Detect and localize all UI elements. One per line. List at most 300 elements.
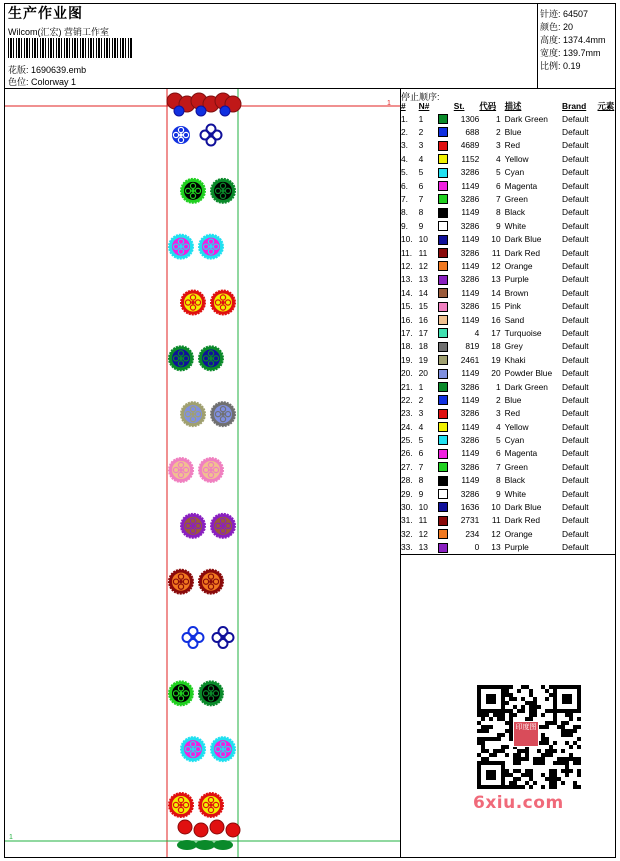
- row-stitches: 2461: [460, 354, 480, 365]
- qr-module: [525, 781, 529, 785]
- table-row: [401, 152, 615, 165]
- qr-module: [533, 705, 537, 709]
- row-description: Dark Red: [504, 247, 540, 258]
- qr-module: [485, 749, 489, 753]
- qr-module: [505, 701, 509, 705]
- color-swatch: [438, 302, 448, 312]
- qr-module: [509, 709, 513, 713]
- row-element: [598, 407, 616, 420]
- row-code: 3: [495, 408, 501, 419]
- row-description: Black: [504, 475, 526, 486]
- row-brand: Default: [562, 287, 589, 298]
- header-index: #: [401, 101, 406, 111]
- row-description: Pink: [504, 301, 521, 312]
- row-element: [598, 219, 616, 232]
- row-code: 10: [491, 502, 501, 513]
- row-index: 12.: [401, 260, 413, 271]
- color-swatch: [438, 261, 448, 271]
- row-stitches: 3286: [460, 220, 480, 231]
- row-swatch: [438, 487, 454, 500]
- row-swatch: [438, 460, 454, 473]
- qr-module: [501, 713, 505, 717]
- qr-module: [553, 713, 557, 717]
- row-code: 10: [491, 234, 501, 245]
- row-needle: 9: [418, 488, 424, 499]
- qr-module: [553, 717, 557, 721]
- stat-label: 高度:: [540, 35, 561, 45]
- row-needle: 5: [418, 167, 424, 178]
- row-index: 22.: [401, 394, 413, 405]
- qr-module: [513, 753, 517, 757]
- row-stitches: 3286: [460, 194, 480, 205]
- row-swatch: [438, 206, 454, 219]
- row-description: Dark Blue: [504, 234, 542, 245]
- qr-module: [529, 709, 533, 713]
- motif-center: [209, 133, 214, 138]
- row-brand: Default: [562, 113, 589, 124]
- header-brand: Brand: [562, 101, 587, 111]
- row-brand: Default: [562, 502, 589, 513]
- qr-module: [501, 749, 505, 753]
- row-swatch: [438, 233, 454, 246]
- embroidery-preview: [5, 89, 400, 857]
- qr-module: [529, 705, 533, 709]
- row-element: [598, 500, 616, 513]
- stat-label: 宽度:: [540, 48, 561, 58]
- row-stitches: 1636: [460, 502, 480, 513]
- row-needle: 11: [418, 515, 428, 526]
- row-element: [598, 313, 616, 326]
- qr-module: [533, 709, 537, 713]
- stat-label: 比例:: [540, 61, 561, 71]
- row-description: Powder Blue: [504, 368, 553, 379]
- qr-module: [561, 749, 565, 753]
- row-description: Red: [504, 140, 520, 151]
- color-swatch: [438, 395, 448, 405]
- row-description: White: [504, 488, 527, 499]
- row-swatch: [438, 541, 454, 554]
- row-stitches: 1152: [461, 153, 480, 164]
- row-code: 13: [491, 542, 501, 553]
- top-border-flower: [174, 106, 184, 116]
- watermark-stamp: 印度图: [513, 721, 539, 747]
- row-code: 5: [495, 167, 501, 178]
- motif-center: [179, 580, 183, 584]
- row-index: 23.: [401, 408, 413, 419]
- qr-module: [525, 701, 529, 705]
- row-swatch: [438, 286, 454, 299]
- color-swatch: [438, 516, 448, 526]
- row-code: 7: [495, 461, 501, 472]
- color-swatch: [438, 235, 448, 245]
- row-description: Khaki: [504, 354, 526, 365]
- qr-module: [529, 769, 533, 773]
- qr-module: [549, 773, 553, 777]
- qr-module: [521, 709, 525, 713]
- qr-module: [517, 757, 521, 761]
- qr-module: [573, 785, 577, 789]
- motif-center: [209, 468, 213, 472]
- qr-module: [525, 685, 529, 689]
- motif-center: [179, 803, 183, 807]
- row-element: [598, 541, 616, 554]
- row-needle: 14: [418, 287, 428, 298]
- row-stitches: 1149: [461, 314, 480, 325]
- color-swatch: [438, 502, 448, 512]
- qr-module: [565, 761, 569, 765]
- motif-center: [209, 692, 213, 696]
- row-brand: Default: [562, 515, 589, 526]
- row-description: Green: [504, 194, 528, 205]
- row-brand: Default: [562, 394, 589, 405]
- row-stitches: 1149: [461, 234, 480, 245]
- qr-module: [525, 757, 529, 761]
- row-index: 26.: [401, 448, 413, 459]
- colorway-line: [8, 75, 76, 88]
- header-needle: N#: [418, 101, 430, 111]
- header-description: 描述: [504, 101, 522, 111]
- qr-module: [565, 741, 569, 745]
- qr-module: [541, 761, 545, 765]
- row-index: 1.: [401, 113, 408, 124]
- qr-module: [517, 761, 521, 765]
- color-swatch: [438, 355, 448, 365]
- motif-center: [209, 357, 213, 361]
- qr-module: [553, 741, 557, 745]
- qr-finder-center: [562, 694, 572, 704]
- color-swatch: [438, 409, 448, 419]
- qr-module: [533, 697, 537, 701]
- row-needle: 8: [418, 475, 424, 486]
- color-swatch: [438, 328, 448, 338]
- top-border-flower: [196, 106, 206, 116]
- qr-module: [549, 781, 553, 785]
- design-canvas: [5, 89, 401, 857]
- row-brand: Default: [562, 167, 589, 178]
- row-index: 10.: [401, 234, 413, 245]
- table-row: [401, 125, 615, 138]
- row-needle: 1: [418, 381, 424, 392]
- row-needle: 11: [418, 247, 428, 258]
- motif-center: [179, 245, 183, 249]
- barcode: [8, 38, 132, 58]
- qr-module: [577, 785, 581, 789]
- row-swatch: [438, 527, 454, 540]
- color-swatch: [438, 435, 448, 445]
- row-description: Dark Blue: [504, 502, 542, 513]
- row-stitches: 234: [465, 528, 480, 539]
- qr-module: [481, 729, 485, 733]
- qr-module: [545, 741, 549, 745]
- row-stitches: 3286: [460, 167, 480, 178]
- row-code: 5: [495, 435, 501, 446]
- row-swatch: [438, 420, 454, 433]
- row-swatch: [438, 447, 454, 460]
- qr-module: [569, 733, 573, 737]
- qr-module: [489, 725, 493, 729]
- row-needle: 12: [418, 528, 428, 539]
- row-description: Dark Red: [504, 515, 540, 526]
- qr-module: [521, 757, 525, 761]
- qr-module: [481, 741, 485, 745]
- qr-module: [485, 757, 489, 761]
- qr-module: [513, 777, 517, 781]
- row-swatch: [438, 299, 454, 312]
- row-index: 15.: [401, 301, 413, 312]
- row-swatch: [438, 112, 454, 125]
- row-index: 3.: [401, 140, 408, 151]
- design-file: 1690639.emb: [31, 65, 87, 75]
- row-code: 11: [491, 515, 501, 526]
- qr-module: [565, 713, 569, 717]
- color-swatch: [438, 288, 448, 298]
- row-code: 20: [491, 368, 501, 379]
- row-needle: 6: [418, 180, 424, 191]
- qr-module: [513, 761, 517, 765]
- row-description: Dark Green: [504, 381, 548, 392]
- row-index: 31.: [401, 515, 413, 526]
- row-brand: Default: [562, 234, 589, 245]
- table-row: [401, 246, 615, 259]
- row-element: [598, 206, 616, 219]
- qr-module: [509, 785, 513, 789]
- color-swatch: [438, 141, 448, 151]
- row-needle: 4: [418, 421, 424, 432]
- qr-module: [529, 785, 533, 789]
- row-index: 18.: [401, 341, 413, 352]
- top-border-flower: [220, 106, 230, 116]
- stat-value: 64507: [563, 9, 589, 19]
- qr-module: [497, 713, 501, 717]
- row-index: 32.: [401, 528, 413, 539]
- row-swatch: [438, 179, 454, 192]
- row-stitches: 1149: [461, 368, 480, 379]
- motif-center: [191, 524, 195, 528]
- qr-module: [541, 753, 545, 757]
- row-code: 2: [495, 394, 501, 405]
- qr-module: [501, 733, 505, 737]
- stat-scale: [540, 59, 581, 72]
- sheet-title: 生产作业图: [8, 5, 83, 21]
- qr-module: [517, 753, 521, 757]
- qr-module: [537, 761, 541, 765]
- motif-center: [209, 245, 213, 249]
- qr-module: [509, 685, 513, 689]
- table-row: [401, 206, 615, 219]
- row-brand: Default: [562, 435, 589, 446]
- motif-center: [191, 412, 195, 416]
- row-description: Sand: [504, 314, 525, 325]
- qr-module: [549, 785, 553, 789]
- row-element: [598, 326, 616, 339]
- table-row: [401, 393, 615, 406]
- qr-module: [565, 721, 569, 725]
- row-brand: Default: [562, 220, 589, 231]
- row-code: 12: [491, 528, 501, 539]
- row-swatch: [438, 340, 454, 353]
- qr-module: [573, 729, 577, 733]
- row-description: White: [504, 220, 527, 231]
- qr-module: [573, 781, 577, 785]
- row-index: 13.: [401, 274, 413, 285]
- color-swatch: [438, 315, 448, 325]
- qr-finder-center: [486, 770, 496, 780]
- qr-module: [481, 717, 485, 721]
- row-brand: Default: [562, 180, 589, 191]
- qr-module: [541, 737, 545, 741]
- qr-module: [505, 773, 509, 777]
- row-element: [598, 393, 616, 406]
- stat-value: 20: [563, 22, 574, 32]
- row-index: 27.: [401, 461, 413, 472]
- qr-module: [505, 709, 509, 713]
- table-row: [401, 166, 615, 179]
- qr-module: [517, 689, 521, 693]
- qr-module: [577, 773, 581, 777]
- qr-module: [493, 753, 497, 757]
- row-stitches: 1149: [461, 260, 480, 271]
- row-element: [598, 139, 616, 152]
- qr-module: [573, 741, 577, 745]
- qr-module: [561, 769, 565, 773]
- row-description: Yellow: [504, 421, 529, 432]
- row-index: 5.: [401, 167, 408, 178]
- row-code: 3: [495, 140, 501, 151]
- qr-module: [549, 749, 553, 753]
- motif-center: [221, 524, 225, 528]
- row-swatch: [438, 139, 454, 152]
- table-row: [401, 192, 615, 205]
- row-stitches: 4689: [460, 140, 480, 151]
- row-code: 14: [491, 287, 501, 298]
- qr-module: [557, 777, 561, 781]
- table-row: [401, 139, 615, 152]
- qr-module: [525, 773, 529, 777]
- qr-module: [557, 725, 561, 729]
- row-stitches: 1149: [461, 180, 480, 191]
- qr-module: [561, 725, 565, 729]
- qr-module: [553, 781, 557, 785]
- qr-module: [561, 721, 565, 725]
- row-index: 29.: [401, 488, 413, 499]
- stat-stitches: [540, 7, 588, 20]
- row-element: [598, 259, 616, 272]
- row-code: 16: [491, 314, 501, 325]
- row-description: Blue: [504, 127, 522, 138]
- qr-module: [477, 721, 481, 725]
- row-swatch: [438, 474, 454, 487]
- qr-module: [577, 717, 581, 721]
- row-needle: 16: [418, 314, 428, 325]
- color-swatch: [438, 221, 448, 231]
- motif-center: [221, 301, 225, 305]
- row-element: [598, 353, 616, 366]
- qr-module: [573, 757, 577, 761]
- qr-module: [497, 737, 501, 741]
- qr-module: [565, 757, 569, 761]
- qr-module: [485, 729, 489, 733]
- row-element: [598, 433, 616, 446]
- qr-module: [481, 725, 485, 729]
- row-code: 9: [495, 220, 501, 231]
- qr-module: [541, 725, 545, 729]
- qr-module: [477, 741, 481, 745]
- row-index: 8.: [401, 207, 408, 218]
- color-swatch: [438, 489, 448, 499]
- qr-module: [545, 753, 549, 757]
- table-row: [401, 286, 615, 299]
- motif-center: [191, 635, 196, 640]
- qr-module: [569, 713, 573, 717]
- qr-module: [489, 737, 493, 741]
- row-index: 17.: [401, 327, 413, 338]
- qr-module: [569, 769, 573, 773]
- row-brand: Default: [562, 354, 589, 365]
- qr-module: [573, 761, 577, 765]
- row-needle: 5: [418, 435, 424, 446]
- qr-module: [529, 701, 533, 705]
- color-swatch: [438, 127, 448, 137]
- row-needle: 12: [418, 260, 428, 271]
- row-swatch: [438, 366, 454, 379]
- table-row: [401, 326, 615, 339]
- qr-module: [529, 773, 533, 777]
- qr-module: [521, 697, 525, 701]
- qr-module: [537, 749, 541, 753]
- qr-module: [557, 761, 561, 765]
- row-code: 17: [491, 327, 501, 338]
- row-brand: Default: [562, 408, 589, 419]
- row-stitches: 3286: [460, 274, 480, 285]
- qr-module: [541, 733, 545, 737]
- row-code: 1: [495, 113, 501, 124]
- stop-sequence-rows: [401, 112, 615, 554]
- row-stitches: 1306: [460, 113, 480, 124]
- row-stitches: 1149: [461, 475, 480, 486]
- motif-center: [221, 747, 225, 751]
- row-stitches: 3286: [460, 247, 480, 258]
- row-index: 20.: [401, 368, 413, 379]
- qr-module: [517, 785, 521, 789]
- qr-module: [525, 749, 529, 753]
- qr-module: [529, 689, 533, 693]
- row-brand: Default: [562, 194, 589, 205]
- qr-module: [545, 725, 549, 729]
- color-swatch: [438, 154, 448, 164]
- qr-module: [561, 733, 565, 737]
- table-row: [401, 219, 615, 232]
- qr-module: [553, 769, 557, 773]
- bottom-border-flower: [178, 820, 192, 834]
- row-needle: 9: [418, 220, 424, 231]
- row-needle: 7: [418, 461, 424, 472]
- row-index: 4.: [401, 153, 408, 164]
- qr-module: [577, 737, 581, 741]
- qr-module: [517, 769, 521, 773]
- stat-value: 1374.4mm: [563, 35, 606, 45]
- row-index: 9.: [401, 220, 408, 231]
- row-element: [598, 112, 616, 125]
- row-code: 11: [491, 247, 501, 258]
- color-swatch: [438, 168, 448, 178]
- color-swatch: [438, 275, 448, 285]
- row-swatch: [438, 219, 454, 232]
- qr-module: [481, 749, 485, 753]
- marker-bottom: 1: [9, 834, 13, 841]
- qr-module: [545, 709, 549, 713]
- table-row: [401, 366, 615, 379]
- row-stitches: 2731: [460, 515, 480, 526]
